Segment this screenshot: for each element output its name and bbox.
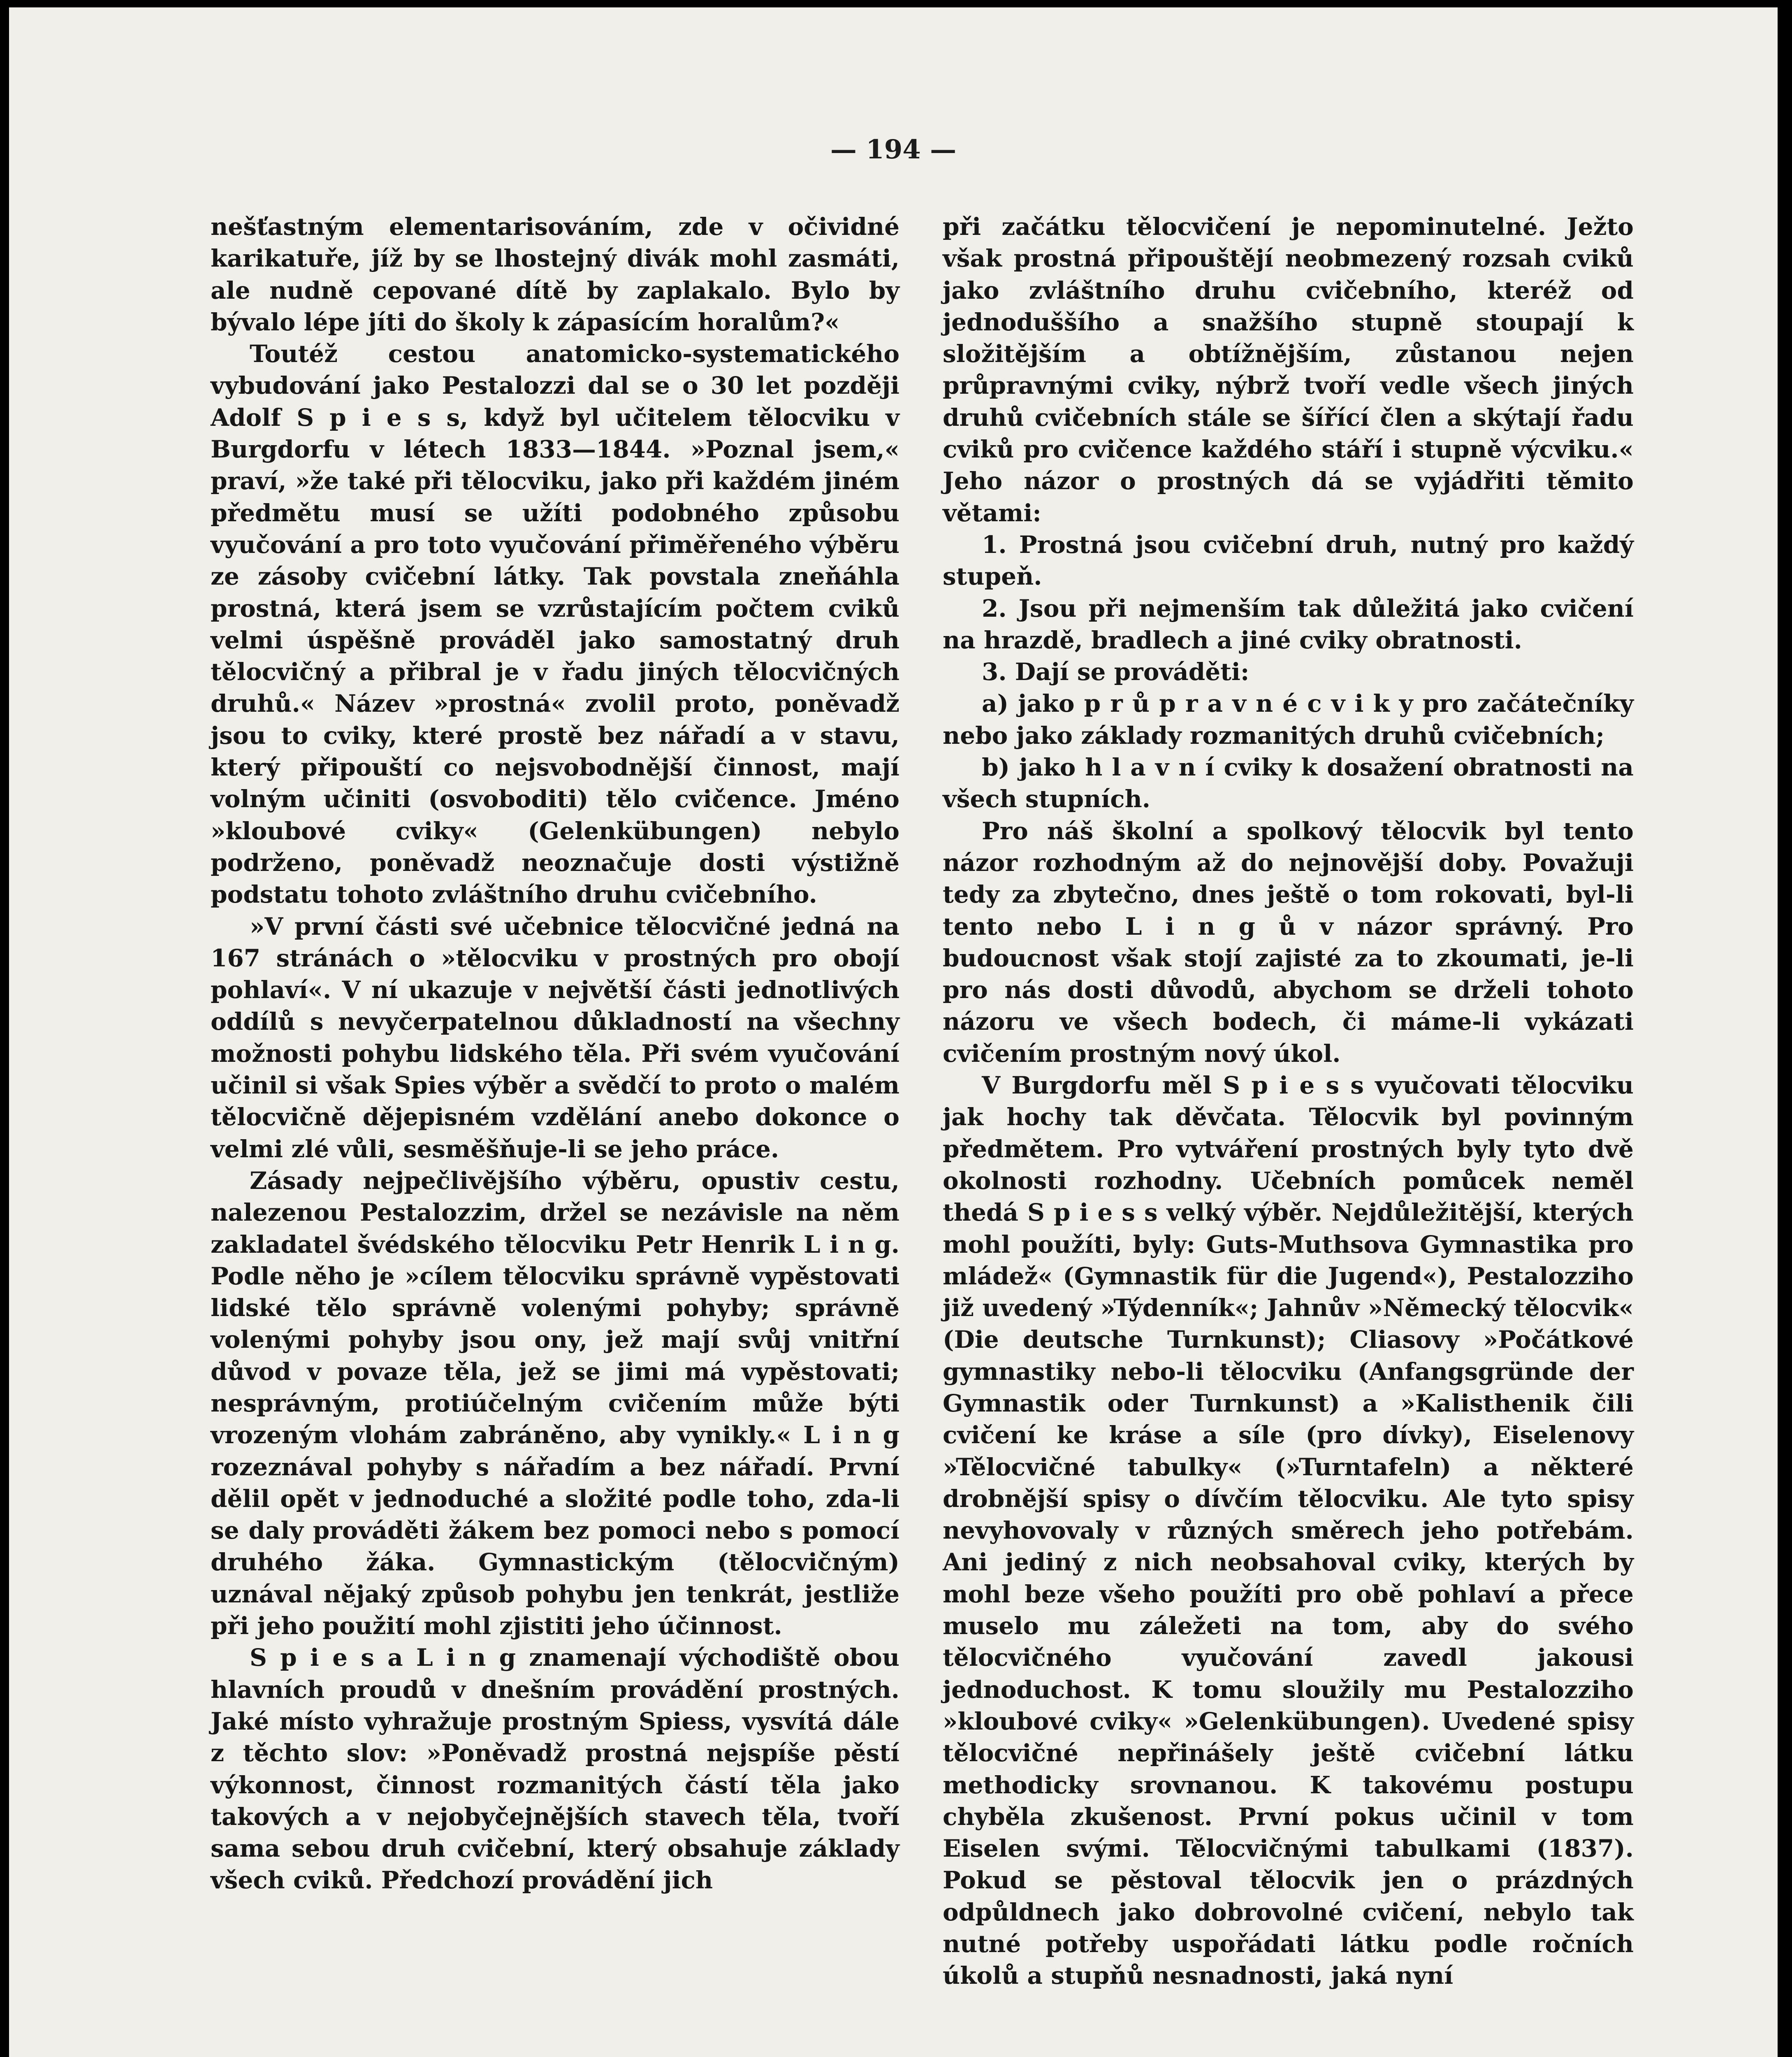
left-text-column — [211, 211, 899, 1897]
paragraph: S p i e s a L i n g znamenají východiště obou hlavních proudů v dnešním provádění prostných. Jaké místo vyhražuje prostným Spiess, vysvítá dále z těchto slov: »Poněvadž prostná nejspíše pěstí výkonnost, činnost rozmanitých částí těla jako takových a v nejobyčejnějších stavech těla, tvoří sama sebou druh cvičební, který obsahuje základy všech cviků. Předchozí provádění jich — [211, 1644, 899, 1894]
paragraph: V Burgdorfu měl S p i e s s vyučovati tělocviku jak hochy tak děvčata. Tělocvik byl povinným předmětem. Pro vytváření prostných byly tyto dvě okolnosti rozhodny. Učebních pomůcek neměl thedá S p i e s s velký výběr. Nejdůležitější, kterých mohl použíti, byly: Guts-Muthsova Gymnastika pro mládež« (Gymnastik für die Jugend«), Pestalozziho již uvedený »Týdenník«; Jahnův »Německý tělocvik« (Die deutsche Turnkunst); Cliasovy »Počátkové gymnastiky nebo-li tělocviku (Anfangsgründe der Gymnastik oder Turnkunst) a »Kalisthenik čili cvičení ke kráse a síle (pro dívky), Eiselenovy »Tělocvičné tabulky« (»Turntafeln) a některé drobnější spisy o dívčím tělocviku. Ale tyto spisy nevyhovovaly v různých směrech jeho potřebám. Ani jediný z nich neobsahoval cviky, kterých by mohl beze všeho použíti pro obě pohlaví a přece muselo mu záležeti na tom, aby do svého tělocvičného vyučování zavedl jakousi jednoduchost. K tomu sloužily mu Pestalozziho »kloubové cviky« »Gelenkübungen). Uvedené spisy tělocvičné nepřinášely ještě cvičební látku methodicky srovnanou. K takovému postupu chyběla zkušenost. První pokus učinil v tom Eiselen svými. Tělocvičnými tabulkami (1837). Pokud se pěstoval tělocvik jen o prázdných odpůldnech jako dobrovolné cvičení, nebylo tak nutné potřeby uspořádati látku podle ročních úkolů a stupňů nesnadnosti, jaká nyní — [943, 1071, 1634, 1990]
list-item: a) jako p r ů p r a v n é c v i k y pro začátečníky nebo jako základy rozmanitých druhů cvičebních; — [943, 690, 1634, 750]
page-number: — 194 — — [830, 134, 957, 165]
paragraph: »V první části své učebnice tělocvičné jedná na 167 stránách o »tělocviku v prostných pro obojí pohlaví«. V ní ukazuje v největší části jednotlivých oddílů s nevyčerpatelnou důkladností na všechny možnosti pohybu lidského těla. Při svém vyučování učinil si však Spies výběr a svědčí to proto o malém tělocvičně dějepisném vzdělání anebo dokonce o velmi zlé vůli, sesměšňuje-li se jeho práce. — [211, 912, 899, 1163]
paragraph: Pro náš školní a spolkový tělocvik byl tento názor rozhodným až do nejnovější doby. Považuji tedy za zbytečno, dnes ještě o tom rokovati, byl-li tento nebo L i n g ů v názor správný. Pro budoucnost však stojí zajisté za to zkoumati, je-li pro nás dosti důvodů, abychom se drželi tohoto názoru ve všech bodech, či máme-li vykázati cvičením prostným nový úkol. — [943, 817, 1634, 1068]
list-item: 2. Jsou při nejmenším tak důležitá jako cvičení na hrazdě, bradlech a jiné cviky obratnosti. — [943, 594, 1634, 654]
paragraph: Zásady nejpečlivějšího výběru, opustiv cestu, nalezenou Pestalozzim, držel se nezávisle na něm zakladatel švédského tělocviku Petr Henrik L i n g. Podle něho je »cílem tělocviku správně vypěstovati lidské tělo správně volenými pohyby; správně volenými pohyby jsou ony, jež mají svůj vnitřní důvod v povaze těla, jež se jimi má vypěstovati; nesprávným, protiúčelným cvičením může býti vrozeným vlohám zabráněno, aby vynikly.« L i n g rozeznával pohyby s nářadím a bez nářadí. První dělil opět v jednoduché a složité podle toho, zda-li se daly prováděti žákem bez pomoci nebo s pomocí druhého žáka. Gymnastickým (tělocvičným) uznával nějaký způsob pohybu jen tenkrát, jestliže při jeho použití mohl zjistiti jeho účinnost. — [211, 1166, 899, 1640]
list-item: b) jako h l a v n í cviky k dosažení obratnosti na všech stupních. — [943, 753, 1634, 813]
list-item: 3. Dají se prováděti: — [982, 658, 1250, 686]
paragraph: Toutéž cestou anatomicko-systematického vybudování jako Pestalozzi dal se o 30 let později Adolf S p i e s s, když byl učitelem tělocviku v Burgdorfu v létech 1833—1844. »Poznal jsem,« praví, »že také při tělocviku, jako při každém jiném předmětu musí se užíti podobného způsobu vyučování a pro toto vyučování přiměřeného výběru ze zásoby cvičební látky. Tak povstala zneňáhla prostná, která jsem se vzrůstajícím počtem cviků velmi úspěšně prováděl jako samostatný druh tělocvičný a přibral je v řadu jiných tělocvičných druhů.« Název »prostná« zvolil proto, poněvadž jsou to cviky, které prostě bez nářadí a v stavu, který připouští co nejsvobodnější činnost, mají volným učiniti (osvoboditi) tělo cvičence. Jméno »kloubové cviky« (Gelenkübungen) nebylo podrženo, poněvadž neoznačuje dosti výstižně podstatu tohoto zvláštního druhu cvičebního. — [211, 340, 899, 909]
page-sheet — [9, 7, 1778, 2057]
list-item: 1. Prostná jsou cvičební druh, nutný pro každý stupeň. — [943, 530, 1634, 591]
paragraph: nešťastným elementarisováním, zde v očividné karikatuře, jíž by se lhostejný divák mohl zasmáti, ale nudně cepované dítě by zaplakalo. Bylo by bývalo lépe jíti do školy k zápasícím horalům?« — [211, 213, 899, 336]
paragraph: při začátku tělocvičení je nepominutelné. Ježto však prostná připouštějí neobmezený rozsah cviků jako zvláštního druhu cvičebního, kteréž od jednoduššího a snažšího stupně stoupají k složitějším a obtížnějším, zůstanou nejen průpravnými cviky, nýbrž tvoří vedle všech jiných druhů cvičebních stále se šířící člen a skýtají řadu cviků pro cvičence každého stáří i stupně výcviku.« Jeho názor o prostných dá se vyjádřiti těmito větami: — [943, 213, 1634, 527]
right-text-column — [943, 211, 1634, 1992]
